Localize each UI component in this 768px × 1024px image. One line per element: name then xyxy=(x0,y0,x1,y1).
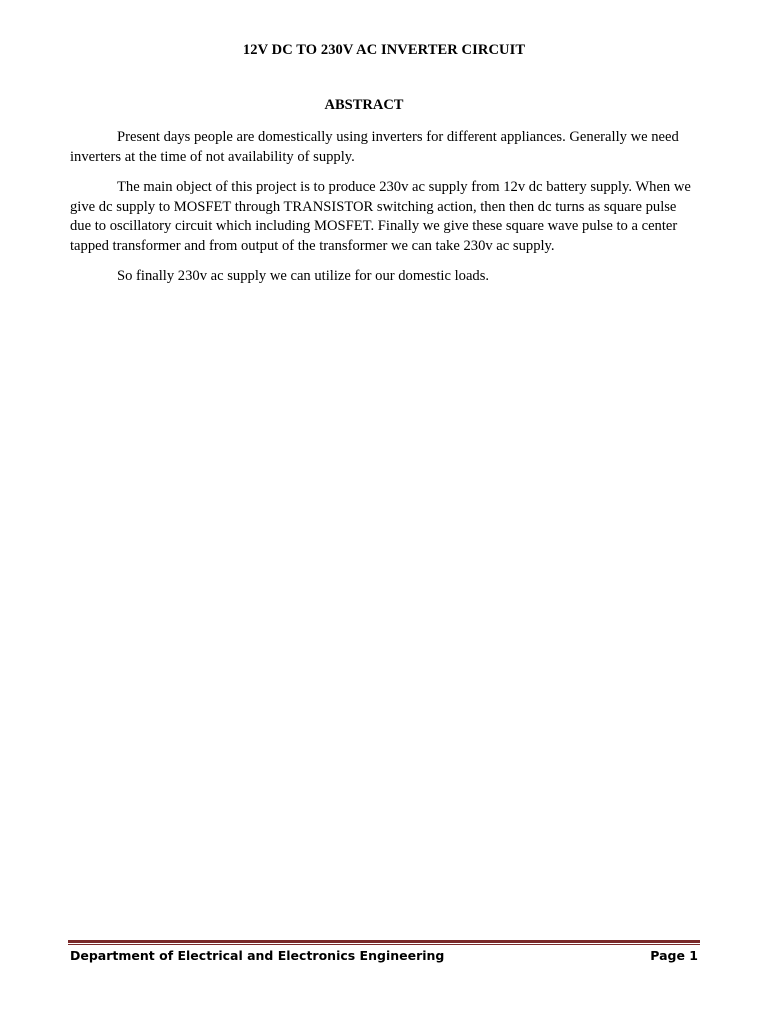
paragraph: The main object of this project is to produce 230v ac supply from 12v dc battery supply. When we give dc supply to MOSFET through TRANSISTOR switching action, then then dc turns as square pulse due to oscillatory circuit which including MOSFET. Finally we give these square wave pulse to a center tapped transformer and from output of the transformer we can take 230v ac supply. xyxy=(70,179,691,254)
section-heading-abstract: ABSTRACT xyxy=(324,97,404,113)
document-title: 12V DC TO 230V AC INVERTER CIRCUIT xyxy=(242,42,526,58)
paragraph: So finally 230v ac supply we can utilize for our domestic loads. xyxy=(117,268,490,284)
abstract-body xyxy=(70,128,698,298)
footer-page-number: Page 1 xyxy=(650,948,698,963)
paragraph: Present days people are domestically using inverters for different appliances. Generally we need inverters at the time of not availability of supply. xyxy=(70,129,679,165)
footer-divider xyxy=(68,940,700,945)
footer-department: Department of Electrical and Electronics Engineering xyxy=(70,948,445,963)
